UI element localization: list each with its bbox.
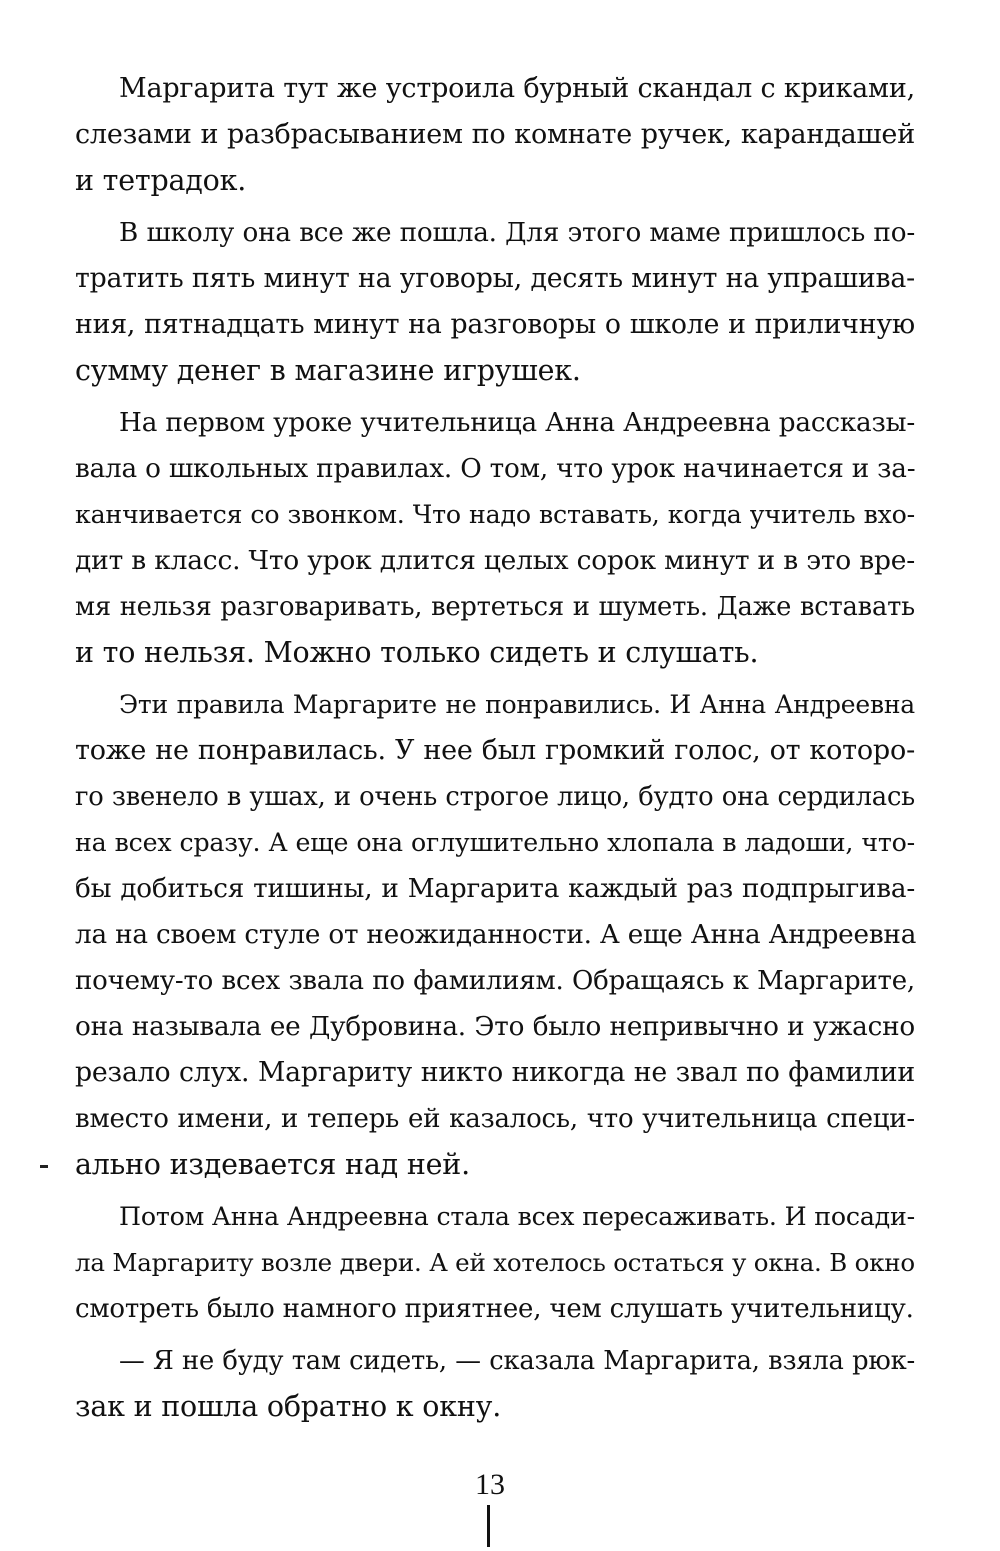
text-line: сумму денег в магазине игрушек. [75, 354, 581, 387]
text-line: вместо имени, и теперь ей казалось, что учительница специ- [75, 1104, 915, 1134]
paragraph [75, 682, 915, 1188]
text-line: и тетрадок. [75, 164, 247, 197]
text-line: ла Маргариту возле двери. А ей хотелось остаться у окна. В окно [75, 1248, 915, 1277]
text-line: ально издевается над ней. [75, 1148, 470, 1181]
text-line: Потом Анна Андреевна стала всех пересаживать. И посади- [119, 1202, 915, 1231]
text-line: на всех сразу. А еще она оглушительно хлопала в ладоши, что- [75, 828, 915, 857]
text-line: ла на своем стуле от неожиданности. А еще Анна Андреевна [75, 920, 917, 950]
text-line: почему-то всех звала по фамилиям. Обращаясь к Маргарите, [75, 966, 915, 996]
scan-mark [40, 1165, 48, 1168]
paragraph [75, 66, 915, 204]
page-number: 13 [475, 1468, 505, 1501]
text-line: зак и пошла обратно к окну. [75, 1390, 502, 1423]
text-line: слезами и разбрасыванием по комнате ручек, карандашей [75, 119, 915, 150]
page-number-rule [487, 1505, 490, 1547]
text-line: резало слух. Маргариту никто никогда не звал по фамилии [75, 1057, 915, 1088]
text-line: и то нельзя. Можно только сидеть и слушать. [75, 636, 759, 669]
text-line: смотреть было намного приятнее, чем слушать учительницу. [75, 1294, 914, 1324]
text-line: бы добиться тишины, и Маргарита каждый раз подпрыгива- [75, 874, 915, 904]
paragraph [75, 400, 915, 676]
text-line: Маргарита тут же устроила бурный скандал с криками, [119, 73, 915, 104]
paragraph [75, 1338, 915, 1430]
text-line: Эти правила Маргарите не понравились. И Анна Андреевна [119, 690, 915, 719]
text-line: она называла ее Дубровина. Это было непривычно и ужасно [75, 1012, 915, 1042]
text-line: — Я не буду там сидеть, — сказала Маргарита, взяла рюк- [119, 1346, 915, 1376]
paragraph [75, 210, 915, 394]
body-text [75, 66, 915, 1436]
text-line: тоже не понравилась. У нее был громкий голос, от которо- [75, 735, 915, 766]
paragraph [75, 1194, 915, 1332]
text-line: дит в класс. Что урок длится целых сорок минут и в это вре- [75, 545, 915, 576]
text-line: канчивается со звонком. Что надо вставать, когда учитель вхо- [75, 500, 915, 529]
text-line: В школу она все же пошла. Для этого маме пришлось по- [119, 218, 915, 248]
text-line: го звенело в ушах, и очень строгое лицо, будто она сердилась [75, 782, 915, 812]
text-line: На первом уроке учительница Анна Андреевна рассказы- [119, 408, 915, 438]
text-line: мя нельзя разговаривать, вертеться и шуметь. Даже вставать [75, 592, 915, 622]
text-line: ния, пятнадцать минут на разговоры о школе и приличную [75, 309, 915, 340]
text-line: вала о школьных правилах. О том, что урок начинается и за- [75, 454, 916, 484]
text-line: тратить пять минут на уговоры, десять минут на упрашива- [75, 263, 915, 294]
